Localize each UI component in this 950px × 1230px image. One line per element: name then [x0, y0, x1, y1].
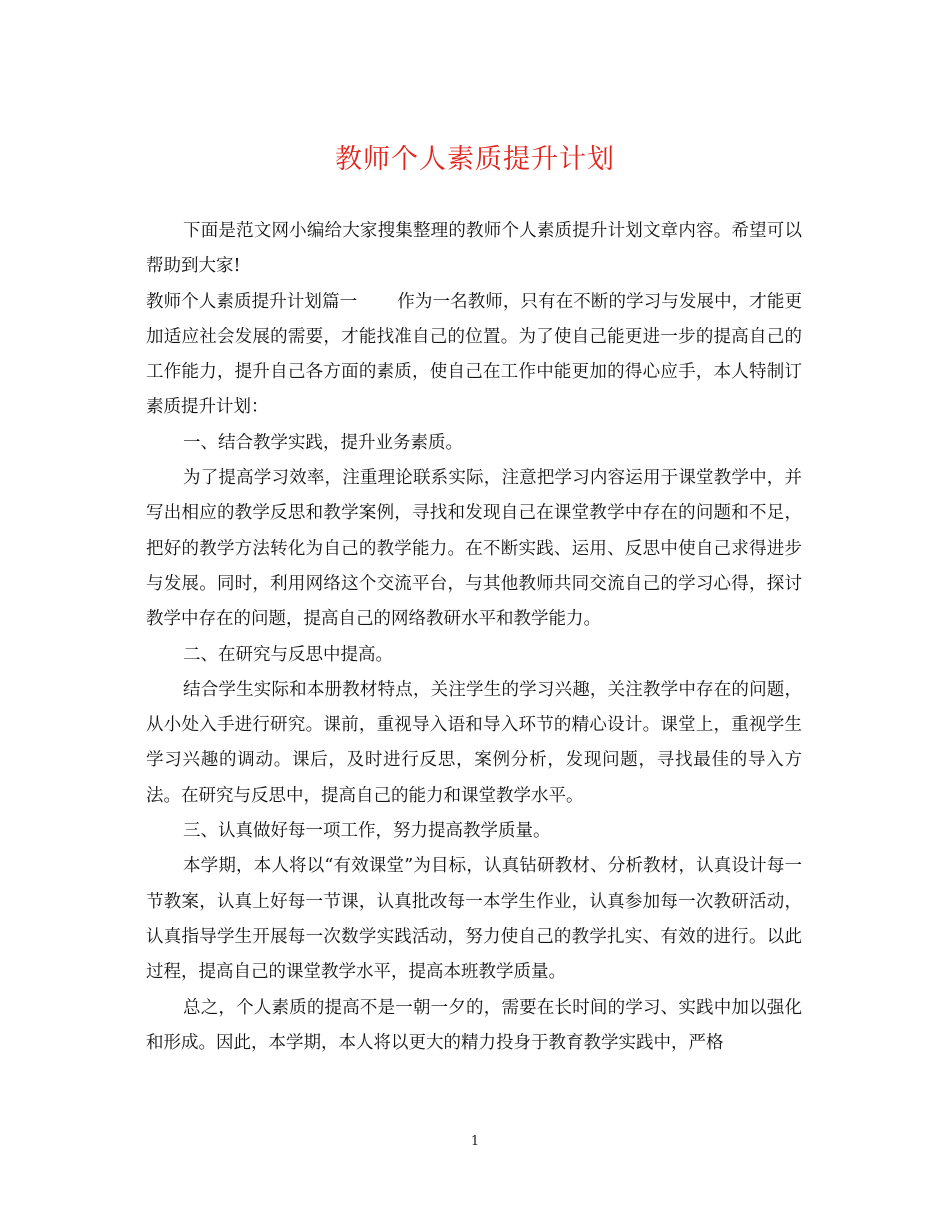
section-paragraph: [146, 285, 802, 426]
point1-heading: 一、结合教学实践，提升业务素质。: [183, 432, 463, 453]
point3-heading: 三、认真做好每一项工作，努力提高教学质量。: [183, 821, 551, 842]
intro-paragraph: 下面是范文网小编给大家搜集整理的教师个人素质提升计划文章内容。希望可以帮助到大家!: [146, 221, 802, 277]
conclusion-paragraph: 总之，个人素质的提高不是一朝一夕的，需要在长时间的学习、实践中加以强化和形成。因此，本学期，本人将以更大的精力投身于教育教学实践中，严格: [146, 997, 802, 1053]
point1-body: 为了提高学习效率，注重理论联系实际，注意把学习内容运用于课堂教学中，并写出相应的教学反思和教学案例，寻找和发现自己在课堂教学中存在的问题和不足，把好的教学方法转化为自己的教学能力。在不断实践、运用、反思中使自己求得进步与发展。同时，利用网络这个交流平台，与其他教师共同交流自己的学习心得，探讨教学中存在的问题，提高自己的网络教研水平和教学能力。: [146, 468, 802, 630]
section-heading: 教师个人素质提升计划篇一: [146, 291, 358, 312]
point2-body: 结合学生实际和本册教材特点，关注学生的学习兴趣，关注教学中存在的问题，从小处入手进行研究。课前，重视导入语和导入环节的精心设计。课堂上，重视学生学习兴趣的调动。课后，及时进行反思，案例分析，发现问题，寻找最佳的导入方法。在研究与反思中，提高自己的能力和课堂教学水平。: [146, 679, 802, 806]
document-title: 教师个人素质提升计划: [335, 144, 615, 175]
point3-body: 本学期，本人将以“有效课堂”为目标，认真钻研教材、分析教材，认真设计每一节教案，认真上好每一节课，认真批改每一本学生作业，认真参加每一次教研活动，认真指导学生开展每一次数学实践活动，努力使自己的教学扎实、有效的进行。以此过程，提高自己的课堂教学水平，提高本班教学质量。: [146, 856, 802, 983]
page-number: 1: [470, 1134, 480, 1149]
section-lead: 作为一名教师，只有在不断的学习与发展中，才能更加适应社会发展的需要，才能找准自己的位置。为了使自己能更进一步的提高自己的工作能力，提升自己各方面的素质，使自己在工作中能更加的得心应手，本人特制订素质提升计划：: [146, 291, 803, 418]
point2-heading: 二、在研究与反思中提高。: [183, 644, 393, 665]
document-body: [146, 214, 802, 1061]
